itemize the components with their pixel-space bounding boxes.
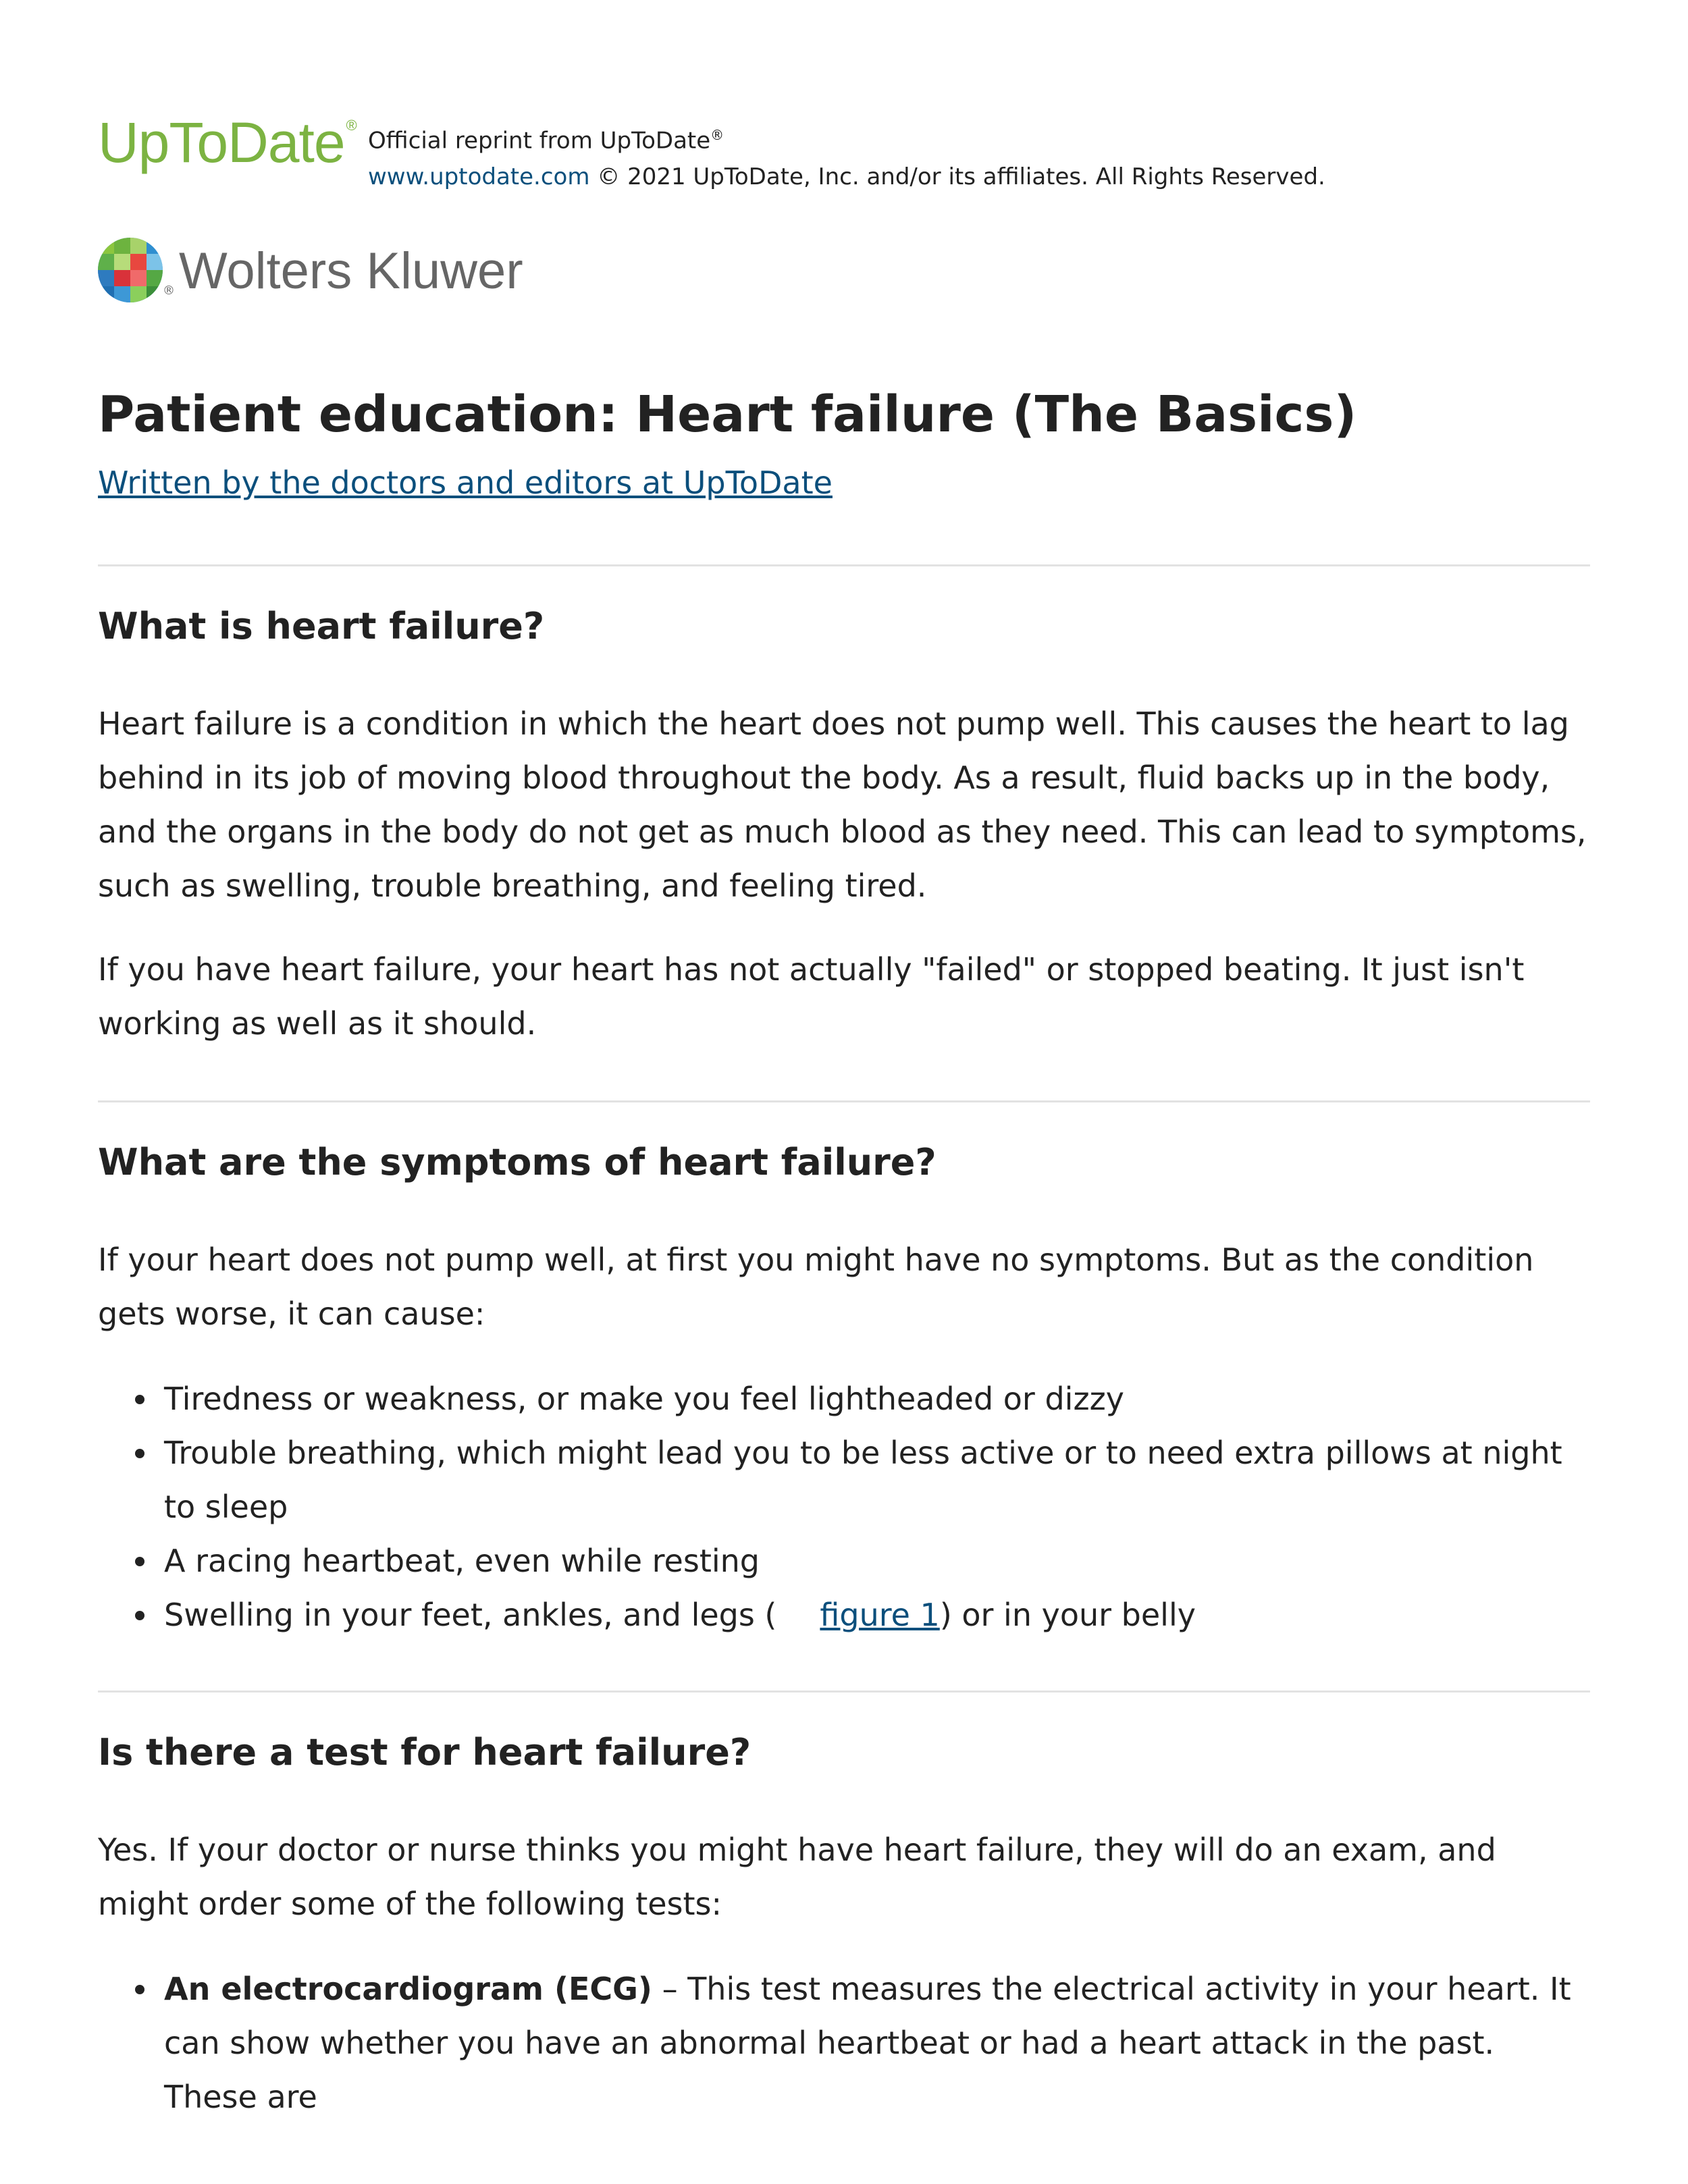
- list-item: [98, 1426, 1590, 1534]
- wolters-kluwer-globe-icon: [98, 238, 163, 302]
- reprint-line: [368, 117, 1325, 159]
- reprint-notice: [368, 117, 1325, 195]
- section-divider: [98, 564, 1590, 566]
- wolters-kluwer-reg-mark: ®: [163, 284, 175, 298]
- copyright-text: © 2021 UpToDate, Inc. and/or its affiliates. All Rights Reserved.: [589, 163, 1325, 191]
- list-item-term: An electrocardiogram (ECG): [164, 1971, 652, 2007]
- paragraph: If you have heart failure, your heart has not actually "failed" or stopped beating. It just isn't working as well as it should.: [98, 951, 1525, 1042]
- list-item-text: Swelling in your feet, ankles, and legs (: [164, 1597, 777, 1633]
- copyright-line: [368, 159, 1325, 195]
- bullet-icon: [135, 1557, 144, 1566]
- page-title: Patient education: Heart failure (The Basics): [98, 385, 1357, 444]
- wolters-kluwer-name: Wolters Kluwer: [179, 242, 523, 300]
- list-item: [98, 1534, 1590, 1588]
- list-item-text: Trouble breathing, which might lead you to be less active or to need extra pillows at night to sleep: [164, 1435, 1562, 1525]
- section-heading-symptoms: What are the symptoms of heart failure?: [98, 1141, 937, 1183]
- paragraph: If your heart does not pump well, at first you might have no symptoms. But as the condition gets worse, it can cause:: [98, 1242, 1534, 1332]
- list-item: [98, 1372, 1590, 1426]
- bullet-icon: [135, 1449, 144, 1458]
- byline-link[interactable]: Written by the doctors and editors at UpToDate: [98, 464, 833, 501]
- figure-1-link[interactable]: figure 1: [820, 1597, 940, 1633]
- list-item: [98, 1962, 1590, 2124]
- reprint-header: [98, 111, 1590, 192]
- bullet-icon: [135, 1395, 144, 1404]
- list-item: [98, 1588, 1590, 1642]
- uptodate-logo: [98, 111, 357, 174]
- bullet-icon: [135, 1985, 144, 1994]
- section-divider: [98, 1100, 1590, 1102]
- symptom-list: [98, 1372, 1590, 1642]
- list-item-text: – This test measures the electrical activity in your heart. It can show whether you have an abnormal heartbeat or had a heart attack in the past. These are: [164, 1971, 1571, 2115]
- bullet-icon: [135, 1611, 144, 1620]
- uptodate-logo-reg: ®: [346, 117, 357, 134]
- list-item-text: Tiredness or weakness, or make you feel lightheaded or dizzy: [164, 1381, 1124, 1417]
- uptodate-site-link[interactable]: www.uptodate.com: [368, 163, 590, 191]
- reprint-reg-mark: ®: [710, 127, 724, 143]
- paragraph: Yes. If your doctor or nurse thinks you might have heart failure, they will do an exam, and might order some of the following tests:: [98, 1832, 1496, 1922]
- test-list: [98, 1962, 1590, 2124]
- list-item-text: A racing heartbeat, even while resting: [164, 1543, 760, 1579]
- section-heading-what-is: What is heart failure?: [98, 605, 545, 647]
- wolters-kluwer-logo: [98, 238, 571, 305]
- list-item-text: ) or in your belly: [939, 1597, 1196, 1633]
- section-divider: [98, 1690, 1590, 1693]
- uptodate-logo-text: UpToDate: [98, 111, 345, 174]
- section-heading-test: Is there a test for heart failure?: [98, 1731, 751, 1774]
- paragraph: Heart failure is a condition in which the heart does not pump well. This causes the heart to lag behind in its job of moving blood throughout the body. As a result, fluid backs up in the body, and the organs in the body do not get as much blood as they need. This can lead to symptoms, such as swelling, trouble breathing, and feeling tired.: [98, 705, 1587, 904]
- reprint-line-text: Official reprint from UpToDate: [368, 127, 711, 155]
